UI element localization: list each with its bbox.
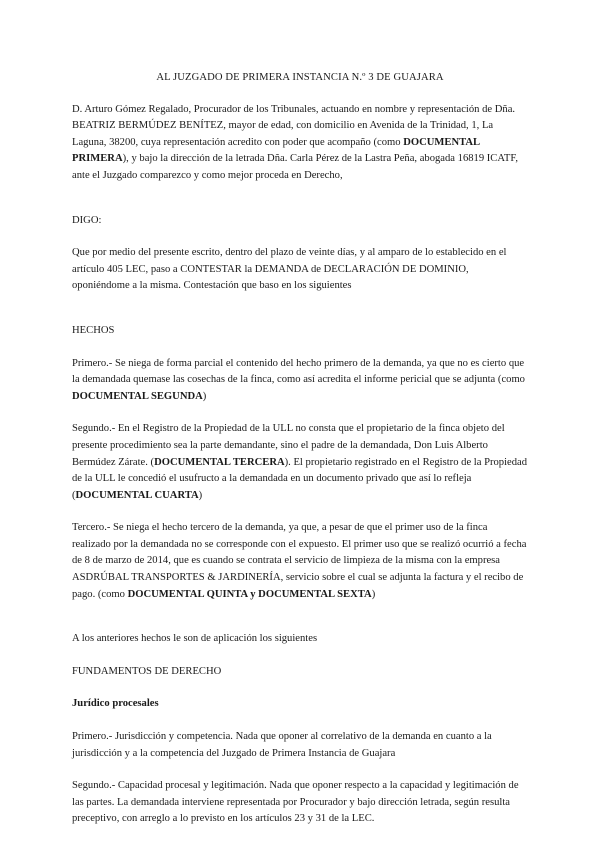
fundamentos-heading: FUNDAMENTOS DE DERECHO xyxy=(72,665,222,677)
intro-bold-1: DOCUMENTAL PRIMERA xyxy=(72,136,480,165)
hecho3-bold-1: DOCUMENTAL QUINTA y DOCUMENTAL SEXTA xyxy=(127,588,372,600)
intro-text-1: D. Arturo Gómez Regalado, Procurador de los Tribunales, actuando en nombre y representación de Dña. BEATRIZ BERMÚDEZ BENÍTEZ, mayor de edad, con domicilio en Avenida de la Trinidad, 1, La Laguna, 38200, cuya representación acredito con poder que acompaño (como xyxy=(72,103,516,148)
hecho-segundo xyxy=(72,421,528,504)
digo-heading: DIGO: xyxy=(72,214,102,226)
hechos-heading: HECHOS xyxy=(72,324,115,336)
hecho-tercero xyxy=(72,520,528,603)
document-title: AL JUZGADO DE PRIMERA INSTANCIA N.º 3 DE GUAJARA xyxy=(156,72,444,83)
intro-paragraph xyxy=(72,102,528,185)
hecho2-text-2: ). El propietario registrado en el Registro de la Propiedad de la ULL le concedió el usufructo a la demandada en un documento privado que así lo refleja ( xyxy=(72,456,528,501)
hecho1-text-2: ) xyxy=(202,390,207,402)
digo-paragraph: Que por medio del presente escrito, dentro del plazo de veinte días, y al amparo de lo establecido en el artículo 405 LEC, paso a CONTESTAR la DEMANDA de DECLARACIÓN DE DOMINIO, oponiéndome a la misma. Contestación que baso en los siguientes xyxy=(72,247,507,292)
fundamento-segundo: Segundo.- Capacidad procesal y legitimación. Nada que oponer respecto a la capacidad y legitimación de las partes. La demandada interviene representada por Procurador y bajo dirección letrada, según resulta preceptivo, con arreglo a lo previsto en los artículos 23 y 31 de la LEC. xyxy=(72,780,519,825)
hecho2-text-1: Segundo.- En el Registro de la Propiedad de la ULL no consta que el propietario de la finca objeto del presente procedimiento sea la parte demandante, sino el padre de la demandada, Don Luis Alberto Bermúdez Zárate. ( xyxy=(72,423,505,468)
hecho1-bold-1: DOCUMENTAL SEGUNDA xyxy=(72,390,203,402)
hecho1-text-1: Primero.- Se niega de forma parcial el contenido del hecho primero de la demanda, ya que no es cierto que la demandada quemase las cosechas de la finca, como así acredita el informe pericial que se adjunta (como xyxy=(72,357,525,386)
hecho-primero xyxy=(72,356,528,406)
hecho3-text-2: ) xyxy=(371,588,376,600)
intro-text-2: ), y bajo la dirección de la letrada Dña. Carla Pérez de la Lastra Peña, abogada 16819 ICATF, ante el Juzgado comparezco y como mejor proceda en Derecho, xyxy=(72,153,519,181)
hecho2-text-3: ) xyxy=(198,489,203,501)
hecho2-bold-2: DOCUMENTAL CUARTA xyxy=(75,489,199,501)
hecho3-text-1: Tercero.- Se niega el hecho tercero de la demanda, ya que, a pesar de que el primer uso de la finca realizado por la demandada no se corresponde con el expuesto. El primer uso que se realizó ocurrió a fecha de 8 de marzo de 2014, que es cuando se contrata el servicio de limpieza de la misma con la empresa ASDRÚBAL TRANSPORTES & JARDINERÍA, servicio sobre el cual se adjunta la factura y el recibo de pago. (como xyxy=(72,522,527,600)
fundamento-primero: Primero.- Jurisdicción y competencia. Nada que oponer al correlativo de la demanda en cuanto a la jurisdicción y a la competencia del Juzgado de Primera Instancia de Guajara xyxy=(72,731,492,759)
hecho2-bold-1: DOCUMENTAL TERCERA xyxy=(154,456,285,468)
anteriores-paragraph: A los anteriores hechos le son de aplicación los siguientes xyxy=(72,633,318,645)
juridico-procesales-heading: Jurídico procesales xyxy=(72,698,159,710)
